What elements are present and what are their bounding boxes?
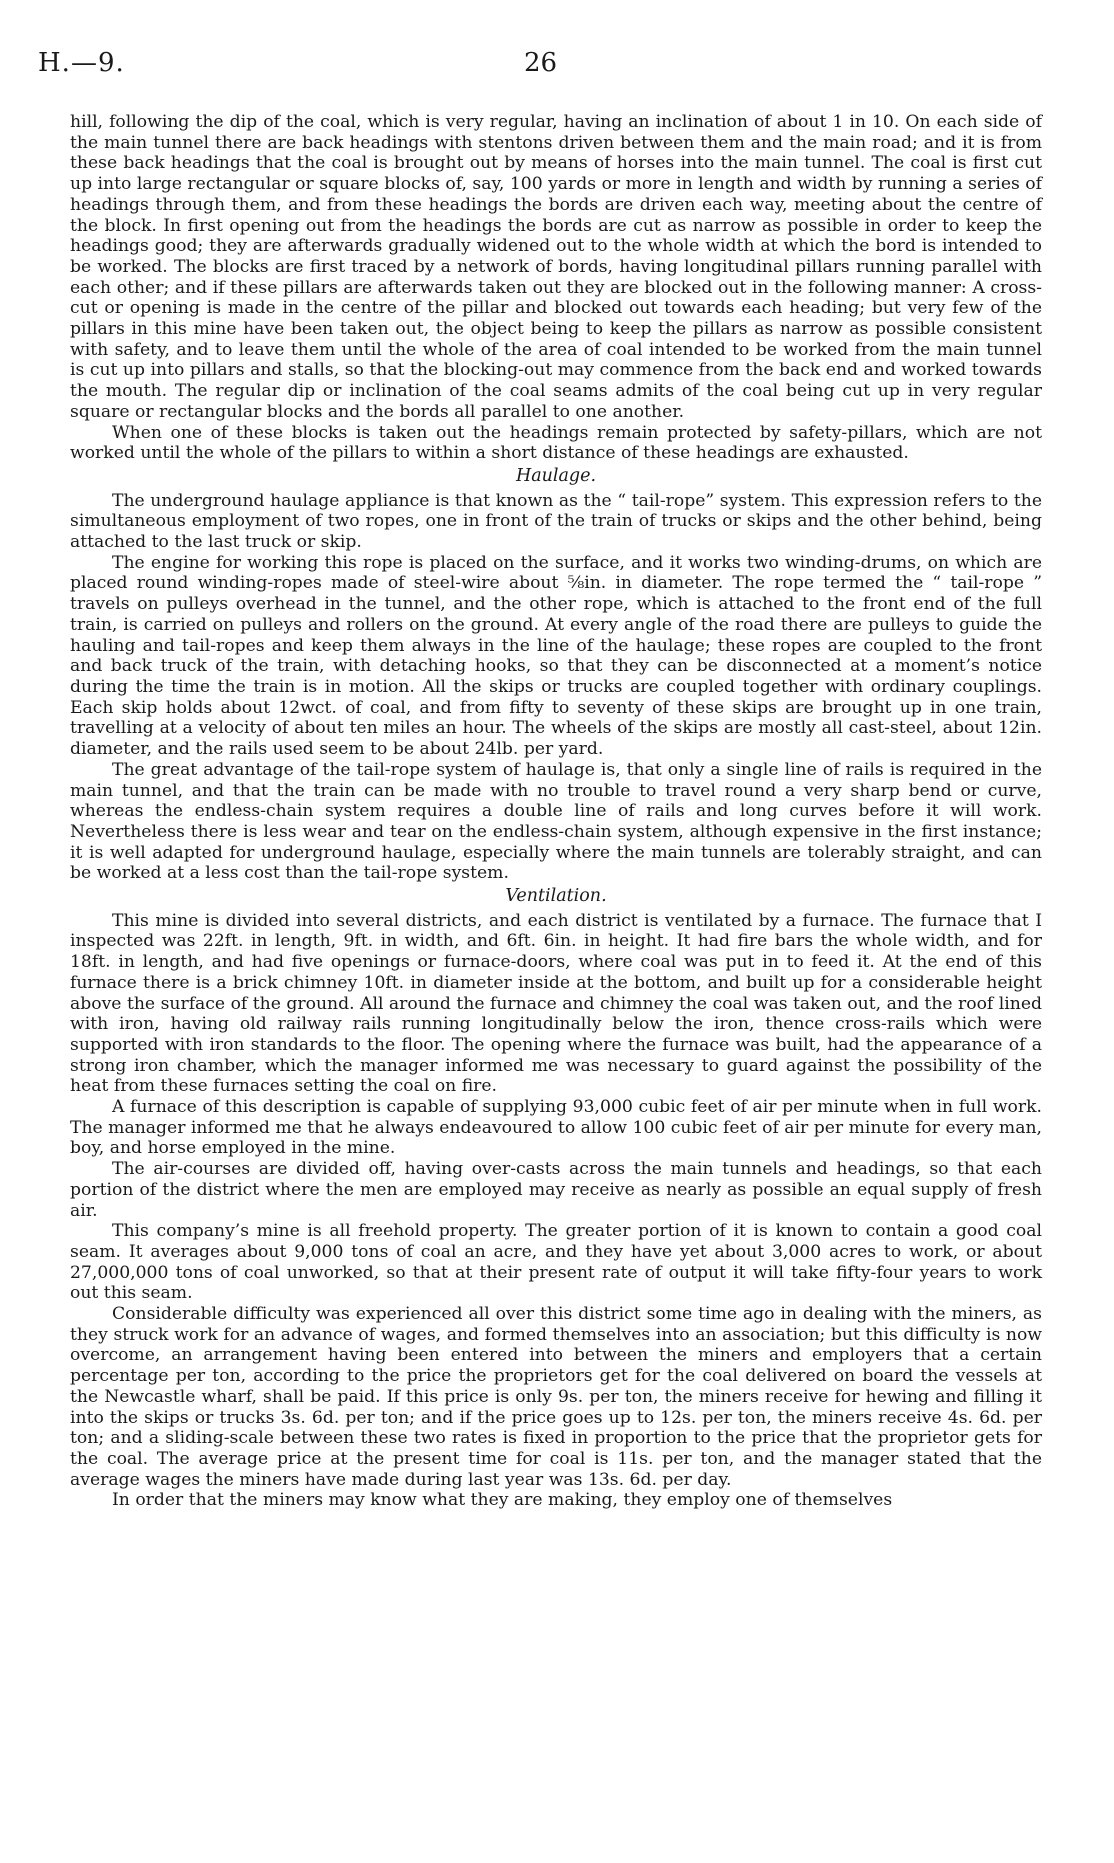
page-number: 26 [524,48,558,78]
paragraph: The engine for working this rope is placed on the surface, and it works two winding-drums, on which are placed round winding-ropes made of steel-wire about ⅝in. in diameter. The rope termed the “ tail-rope ” travels on pulleys overhead in the tunnel, and the other rope, which is attached to the front end of the full train, is carried on pulleys and rollers on the ground. At every angle of the road there are pulleys to guide the hauling and tail-ropes and keep them always in the line of the haulage; these ropes are coupled to the front and back truck of the train, with detaching hooks, so that they can be disconnected at a moment’s notice during the time the train is in motion. All the skips or trucks are coupled together with ordinary couplings. Each skip holds about 12wct. of coal, and from fifty to seventy of these skips are brought up in one train, travelling at a velocity of about ten miles an hour. The wheels of the skips are mostly all cast-steel, about 12in. diameter, and the rails used seem to be about 24lb. per yard. [70,552,1042,760]
section-heading-ventilation: Ventilation. [505,886,607,907]
page-header [38,48,1038,88]
paragraph: In order that the miners may know what they are making, they employ one of themselves [112,1490,893,1511]
document-reference: H.—9. [38,48,125,78]
paragraph: Considerable difficulty was experienced all over this district some time ago in dealing with the miners, as they struck work for an advance of wages, and formed themselves into an association; but this difficulty is now overcome, an arrangement having been entered into between the miners and employers that a certain percentage per ton, according to the price the proprietors get for the coal delivered on board the vessels at the Newcastle wharf, shall be paid. If this price is only 9s. per ton, the miners receive for hewing and filling it into the skips or trucks 3s. 6d. per ton; and if the price goes up to 12s. per ton, the miners receive 4s. 6d. per ton; and a sliding-scale between these two rates is fixed in proportion to the price that the proprietor gets for the coal. The average price at the present time for coal is 11s. per ton, and the manager stated that the average wages the miners have made during last year was 13s. 6d. per day. [70,1304,1042,1490]
paragraph: A furnace of this description is capable of supplying 93,000 cubic feet of air per minute when in full work. The manager informed me that he always endeavoured to allow 100 cubic feet of air per minute for every man, boy, and horse employed in the mine. [70,1097,1042,1159]
paragraph: The air-courses are divided off, having over-casts across the main tunnels and headings, so that each portion of the district where the men are employed may receive as nearly as possible an equal supply of fresh air. [70,1159,1042,1221]
paragraph: The great advantage of the tail-rope system of haulage is, that only a single line of rails is required in the main tunnel, and that the train can be made with no trouble to travel round a very sharp bend or curve, whereas the endless-chain system requires a double line of rails and long curves before it will work. Nevertheless there is less wear and tear on the endless-chain system, although expensive in the first instance; it is well adapted for underground haulage, especially where the main tunnels are tolerably straight, and can be worked at a less cost than the tail-rope system. [70,759,1042,884]
paragraph: This company’s mine is all freehold property. The greater portion of it is known to contain a good coal seam. It averages about 9,000 tons of coal an acre, and they have yet about 3,000 acres to work, or about 27,000,000 tons of coal unworked, so that at their present rate of output it will take fifty-four years to work out this seam. [70,1221,1042,1304]
paragraph: When one of these blocks is taken out the headings remain protected by safety-pillars, which are not worked until the whole of the pillars to within a short distance of these headings are exhausted. [70,422,1042,464]
paragraph: This mine is divided into several districts, and each district is ventilated by a furnace. The furnace that I inspected was 22ft. in length, 9ft. in width, and 6ft. 6in. in height. It had fire bars the whole width, and for 18ft. in length, and had five openings or furnace-doors, where coal was put in to feed it. At the end of this furnace there is a brick chimney 10ft. in diameter inside at the bottom, and built up for a considerable height above the surface of the ground. All around the furnace and chimney the coal was taken out, and the roof lined with iron, having old railway rails running longitudinally below the iron, thence cross-rails which were supported with iron standards to the floor. The opening where the furnace was built, had the appearance of a strong iron chamber, which the manager informed me was necessary to guard against the possibility of the heat from these furnaces setting the coal on fire. [70,910,1042,1097]
paragraph: hill, following the dip of the coal, which is very regular, having an inclination of about 1 in 10. On each side of the main tunnel there are back headings with stentons driven between them and the main road; and it is from these back headings that the coal is brought out by means of horses into the main tunnel. The coal is first cut up into large rectangular or square blocks of, say, 100 yards or more in length and width by running a series of headings through them, and from these headings the bords are driven each way, meeting about the centre of the block. In first opening out from the headings the bords are cut as narrow as possible in order to keep the headings good; they are afterwards gradually widened out to the whole width at which the bord is intended to be worked. The blocks are first traced by a network of bords, having longitudinal pillars running parallel with each other; and if these pillars are afterwards taken out they are blocked out in the following manner: A cross-cut or opening is made in the centre of the pillar and blocked out towards each heading; but very few of the pillars in this mine have been taken out, the object being to keep the pillars as narrow as possible consistent with safety, and to leave them until the whole of the area of coal intended to be worked from the main tunnel is cut up into pillars and stalls, so that the blocking-out may commence from the back end and worked towards the mouth. The regular dip or inclination of the coal seams admits of the coal being cut up in very regular square or rectangular blocks and the bords all parallel to one another. [70,112,1042,422]
paragraph: The underground haulage appliance is that known as the “ tail-rope” system. This expression refers to the simultaneous employment of two ropes, one in front of the train of trucks or skips and the other behind, being attached to the last truck or skip. [70,490,1042,553]
page-body [70,112,1042,1511]
section-heading-haulage: Haulage. [515,465,597,486]
